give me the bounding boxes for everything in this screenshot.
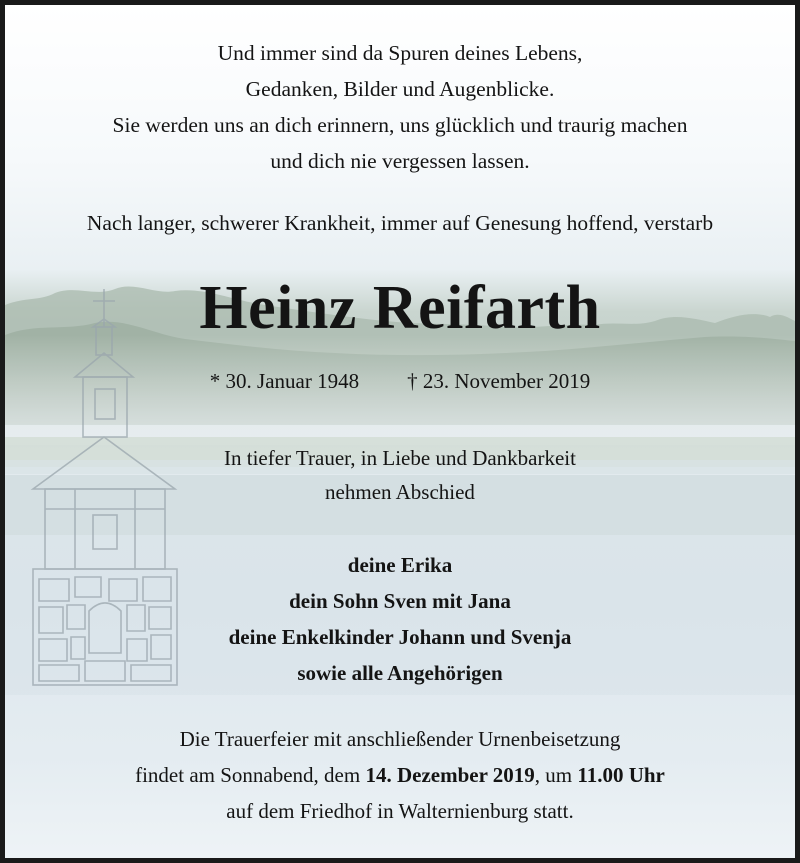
notice-text xyxy=(5,5,795,858)
funeral-info-line: Die Trauerfeier mit anschließender Urnenbeisetzung xyxy=(179,727,621,751)
mourning-line: In tiefer Trauer, in Liebe und Dankbarkeit xyxy=(224,446,576,470)
mourning-line: nehmen Abschied xyxy=(325,480,475,504)
intro-text: Nach langer, schwerer Krankheit, immer auf Genesung hoffend, verstarb xyxy=(86,211,714,235)
death-date: † 23. November 2019 xyxy=(407,369,591,393)
poem-line: und dich nie vergessen lassen. xyxy=(270,149,530,173)
funeral-info-line: auf dem Friedhof in Walternienburg statt. xyxy=(226,799,574,823)
funeral-text: , um xyxy=(534,763,578,787)
family-member: dein Sohn Sven mit Jana xyxy=(289,589,511,613)
poem-line: Sie werden uns an dich erinnern, uns glücklich und traurig machen xyxy=(112,113,688,137)
funeral-info-line xyxy=(5,757,795,793)
poem-line: Und immer sind da Spuren deines Lebens, xyxy=(217,41,583,65)
life-dates xyxy=(5,369,795,394)
family-member: sowie alle Angehörigen xyxy=(297,661,503,685)
funeral-date: 14. Dezember 2019 xyxy=(365,763,535,787)
poem-line: Gedanken, Bilder und Augenblicke. xyxy=(245,77,555,101)
family-member: deine Erika xyxy=(347,553,453,577)
deceased-name: Heinz Reifarth xyxy=(199,274,601,342)
funeral-time: 11.00 Uhr xyxy=(577,763,665,787)
family-member: deine Enkelkinder Johann und Svenja xyxy=(228,625,572,649)
birth-date: * 30. Januar 1948 xyxy=(209,369,360,393)
funeral-text: findet am Sonnabend, dem xyxy=(135,763,366,787)
